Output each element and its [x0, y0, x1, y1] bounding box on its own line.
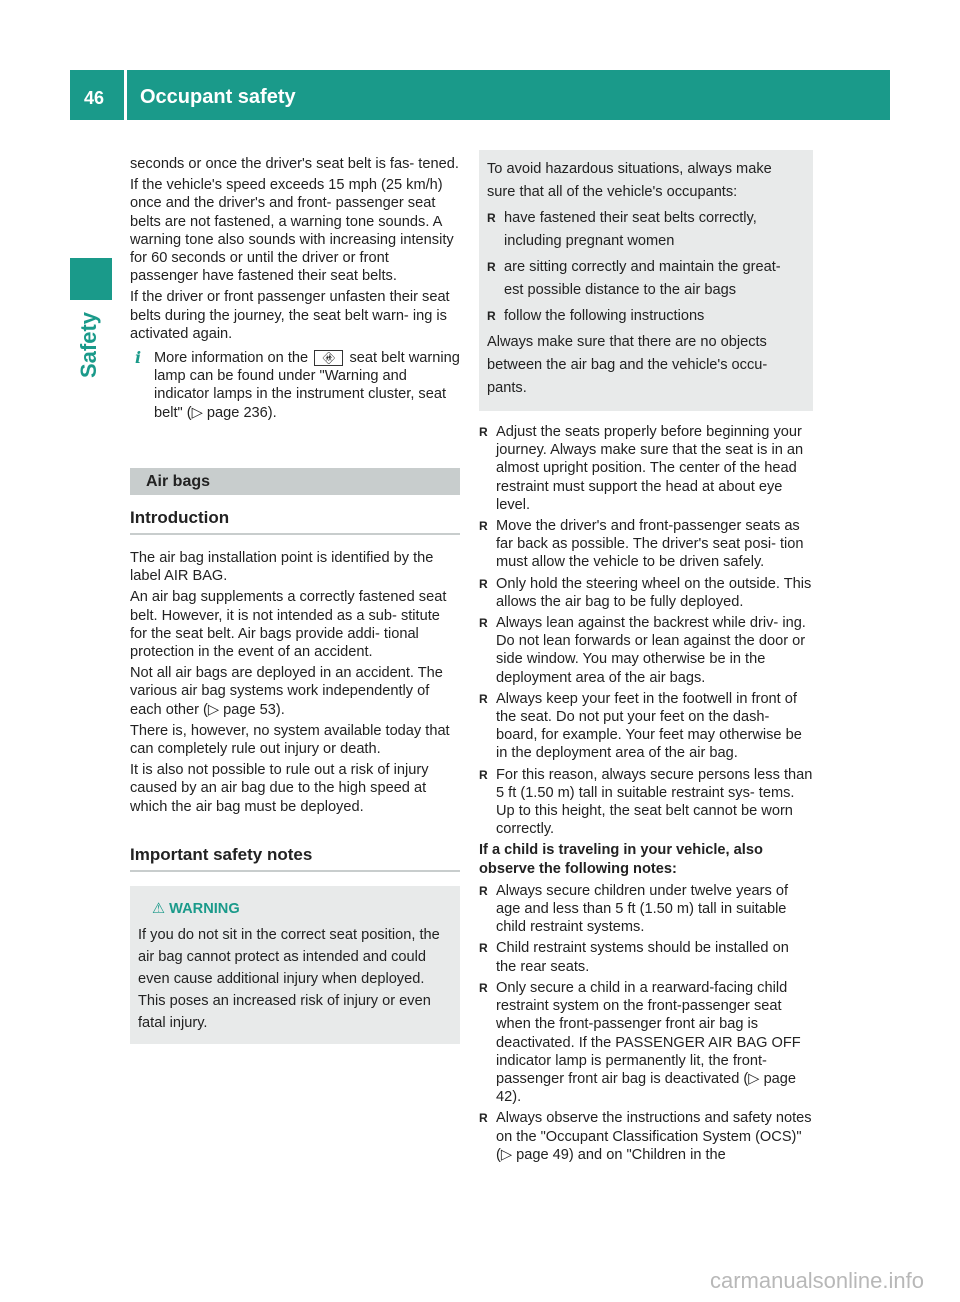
list-item: R Only secure a child in a rearward-facing child restraint system on the front-passenger seat when the front-passenger front air bag is deactivated. If the PASSENGER AIR BAG OFF indicator lamp is permanently lit, the front- passenger front air bag is deactivated (▷ page 42).	[479, 979, 813, 1106]
list-item: R Always lean against the backrest while driv- ing. Do not lean forwards or lean against the door or side window. You may otherwise be in the deployment area of the air bags.	[479, 614, 813, 687]
right-column	[479, 150, 813, 1167]
intro-heading: Introduction	[130, 509, 460, 535]
header-divider	[124, 70, 127, 120]
paragraph: The air bag installation point is identified by the label AIR BAG.	[130, 550, 434, 585]
warning-heading	[138, 898, 446, 920]
info-icon: i	[135, 348, 142, 368]
page-reference-link[interactable]: page 236).	[206, 404, 277, 421]
info-text-post: seat belt warning lamp can be found under "Warning and indicator lamps in the instrument cluster, seat belt" (	[154, 350, 460, 421]
warning-label: WARNING	[169, 901, 240, 918]
paragraph: If the vehicle's speed exceeds 15 mph (25 km/h) once and the driver's and front- passenger seat belts are not fastened, a warning tone sounds. A warning tone also sounds with increasing intensity for 60 seconds or until the driver or front passenger have fastened their seat belts.	[130, 177, 454, 285]
list-item: R Only hold the steering wheel on the outside. This allows the air bag to be fully deployed.	[479, 575, 813, 611]
page-ref-arrow-icon: ▷	[191, 404, 203, 421]
left-column	[130, 155, 460, 1044]
side-tab-marker	[70, 258, 112, 300]
instruction-list	[479, 423, 813, 838]
list-item: R Adjust the seats properly before beginning your journey. Always make sure that the seat is in an almost upright position. The center of the head restraint must support the head at about eye level.	[479, 423, 813, 514]
box-outro: Always make sure that there are no objects between the air bag and the vehicle's occu- pants.	[487, 334, 768, 396]
paragraph: It is also not possible to rule out a risk of injury caused by an air bag due to the high speed at which the air bag must be deployed.	[130, 762, 429, 815]
section-title: Air bags	[130, 468, 460, 495]
paragraph: Not all air bags are deployed in an accident. The various air bag systems work independently of each other (▷ page 53).	[130, 665, 443, 718]
box-intro: To avoid hazardous situations, always make sure that all of the vehicle's occupants:	[487, 161, 772, 200]
watermark: carmanualsonline.info	[709, 1268, 924, 1293]
side-tab-label: Safety	[76, 311, 101, 378]
info-note	[130, 349, 460, 422]
list-item: R have fastened their seat belts correctly, including pregnant women	[487, 207, 803, 253]
occupant-box	[479, 150, 813, 411]
paragraph: seconds or once the driver's seat belt is fas- tened.	[130, 156, 459, 172]
list-item: R are sitting correctly and maintain the great- est possible distance to the air bags	[487, 256, 803, 302]
paragraph: There is, however, no system available today that can completely rule out injury or death.	[130, 722, 450, 758]
list-item: R Move the driver's and front-passenger seats as far back as possible. The driver's seat posi- tion must allow the vehicle to be driven safely.	[479, 517, 813, 572]
child-list	[479, 882, 813, 1164]
page-title: Occupant safety	[140, 86, 296, 108]
list-item: R Child restraint systems should be installed on the rear seats.	[479, 939, 813, 975]
page-number: 46	[84, 88, 105, 108]
paragraph: An air bag supplements a correctly fastened seat belt. However, it is not intended as a sub- stitute for the seat belt. Air bags provide addi- tional protection in the event of an accident.	[130, 589, 447, 661]
warning-text: If you do not sit in the correct seat position, the air bag cannot protect as intended and could even cause additional injury when deployed. This poses an increased risk of injury or even fatal injury.	[138, 927, 440, 1032]
list-item: R Always secure children under twelve years of age and less than 5 ft (1.50 m) tall in suitable child restraint systems.	[479, 882, 813, 937]
list-item: R For this reason, always secure persons less than 5 ft (1.50 m) tall in suitable restraint sys- tems. Up to this height, the seat belt cannot be worn correctly.	[479, 766, 813, 839]
warning-triangle-icon: ⚠︎	[152, 901, 166, 918]
paragraph: If the driver or front passenger unfasten their seat belts during the journey, the seat belt warn- ing is activated again.	[130, 289, 450, 342]
info-text-pre: More information on the	[154, 350, 309, 367]
list-item: R follow the following instructions	[487, 305, 803, 328]
list-item: R Always keep your feet in the footwell in front of the seat. Do not put your feet on the dash- board, for example. Your feet may otherwise be in the deployment area of the air bag.	[479, 690, 813, 763]
seat-belt-icon: 🚸︎	[314, 350, 343, 366]
warning-box	[130, 886, 460, 1044]
list-item: R Always observe the instructions and safety notes on the "Occupant Classification System (OCS)" (▷ page 49) and on "Children in the	[479, 1109, 813, 1164]
child-heading: If a child is traveling in your vehicle, also observe the following notes:	[479, 842, 763, 877]
safety-notes-heading: Important safety notes	[130, 846, 460, 872]
